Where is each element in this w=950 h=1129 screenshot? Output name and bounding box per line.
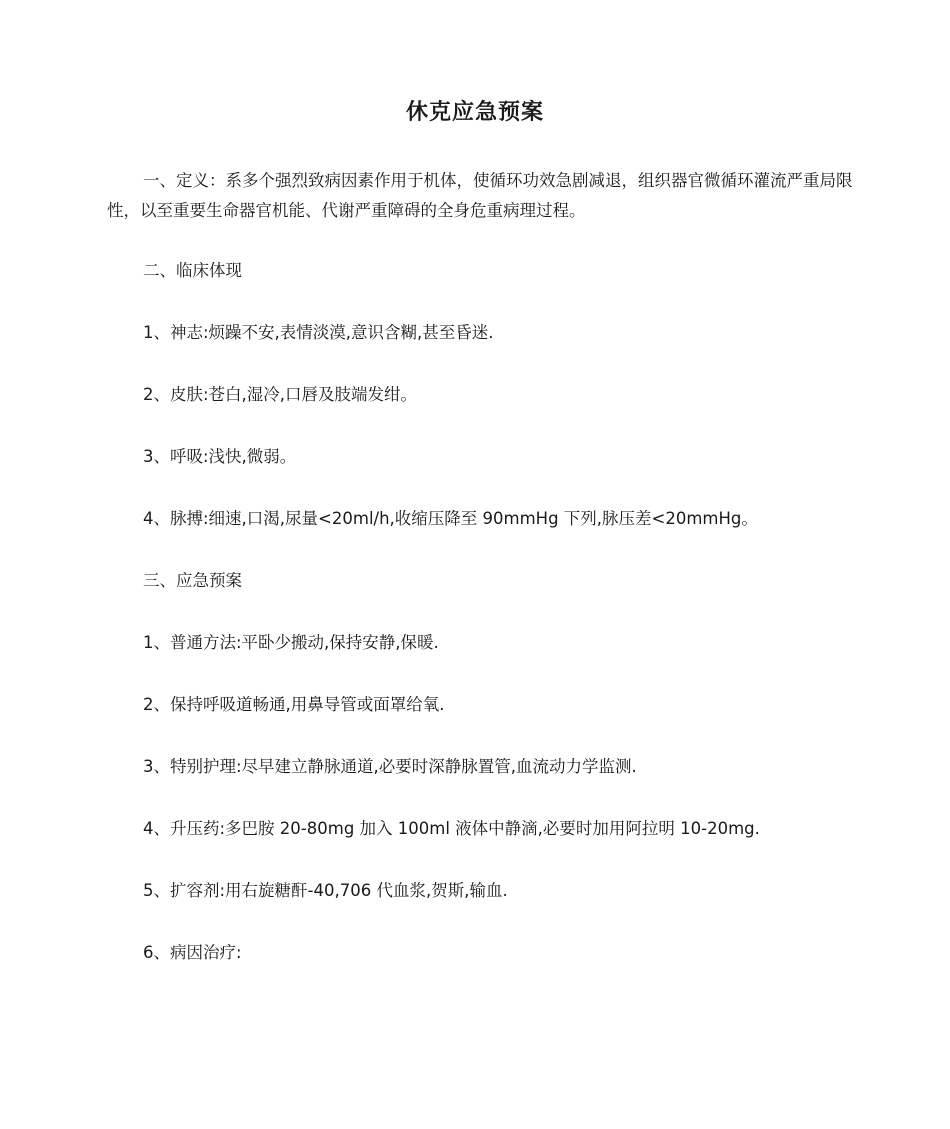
list-item: 1、神志:烦躁不安,表情淡漠,意识含糊,甚至昏迷.: [143, 323, 494, 342]
list-item: 2、保持呼吸道畅通,用鼻导管或面罩给氧.: [143, 695, 445, 714]
list-item: 1、普通方法:平卧少搬动,保持安静,保暖.: [143, 633, 439, 652]
list-item: 5、扩容剂:用右旋糖酐-40,706 代血浆,贺斯,输血.: [143, 881, 508, 900]
list-item: 4、脉搏:细速,口渴,尿量<20ml/h,收缩压降至 90mmHg 下列,脉压差<20mmHg。: [143, 509, 758, 528]
section-heading-clinical: 二、临床体现: [143, 261, 242, 280]
section-heading-emergency: 三、应急预案: [143, 571, 242, 590]
list-item: 4、升压药:多巴胺 20-80mg 加入 100ml 液体中静滴,必要时加用阿拉明 10-20mg.: [143, 819, 760, 838]
definition-paragraph: 一、定义：系多个强烈致病因素作用于机体，使循环功效急剧减退，组织器官微循环灌流严重局限性，以至重要生命器官机能、代谢严重障碍的全身危重病理过程。: [107, 171, 853, 220]
list-item: 6、病因治疗:: [143, 943, 242, 962]
list-item: 3、特别护理:尽早建立静脉通道,必要时深静脉置管,血流动力学监测.: [143, 757, 637, 776]
list-item: 2、皮肤:苍白,湿冷,口唇及肢端发绀。: [143, 385, 418, 404]
document-title: 休克应急预案: [405, 100, 544, 125]
list-item: 3、呼吸:浅快,微弱。: [143, 447, 297, 466]
